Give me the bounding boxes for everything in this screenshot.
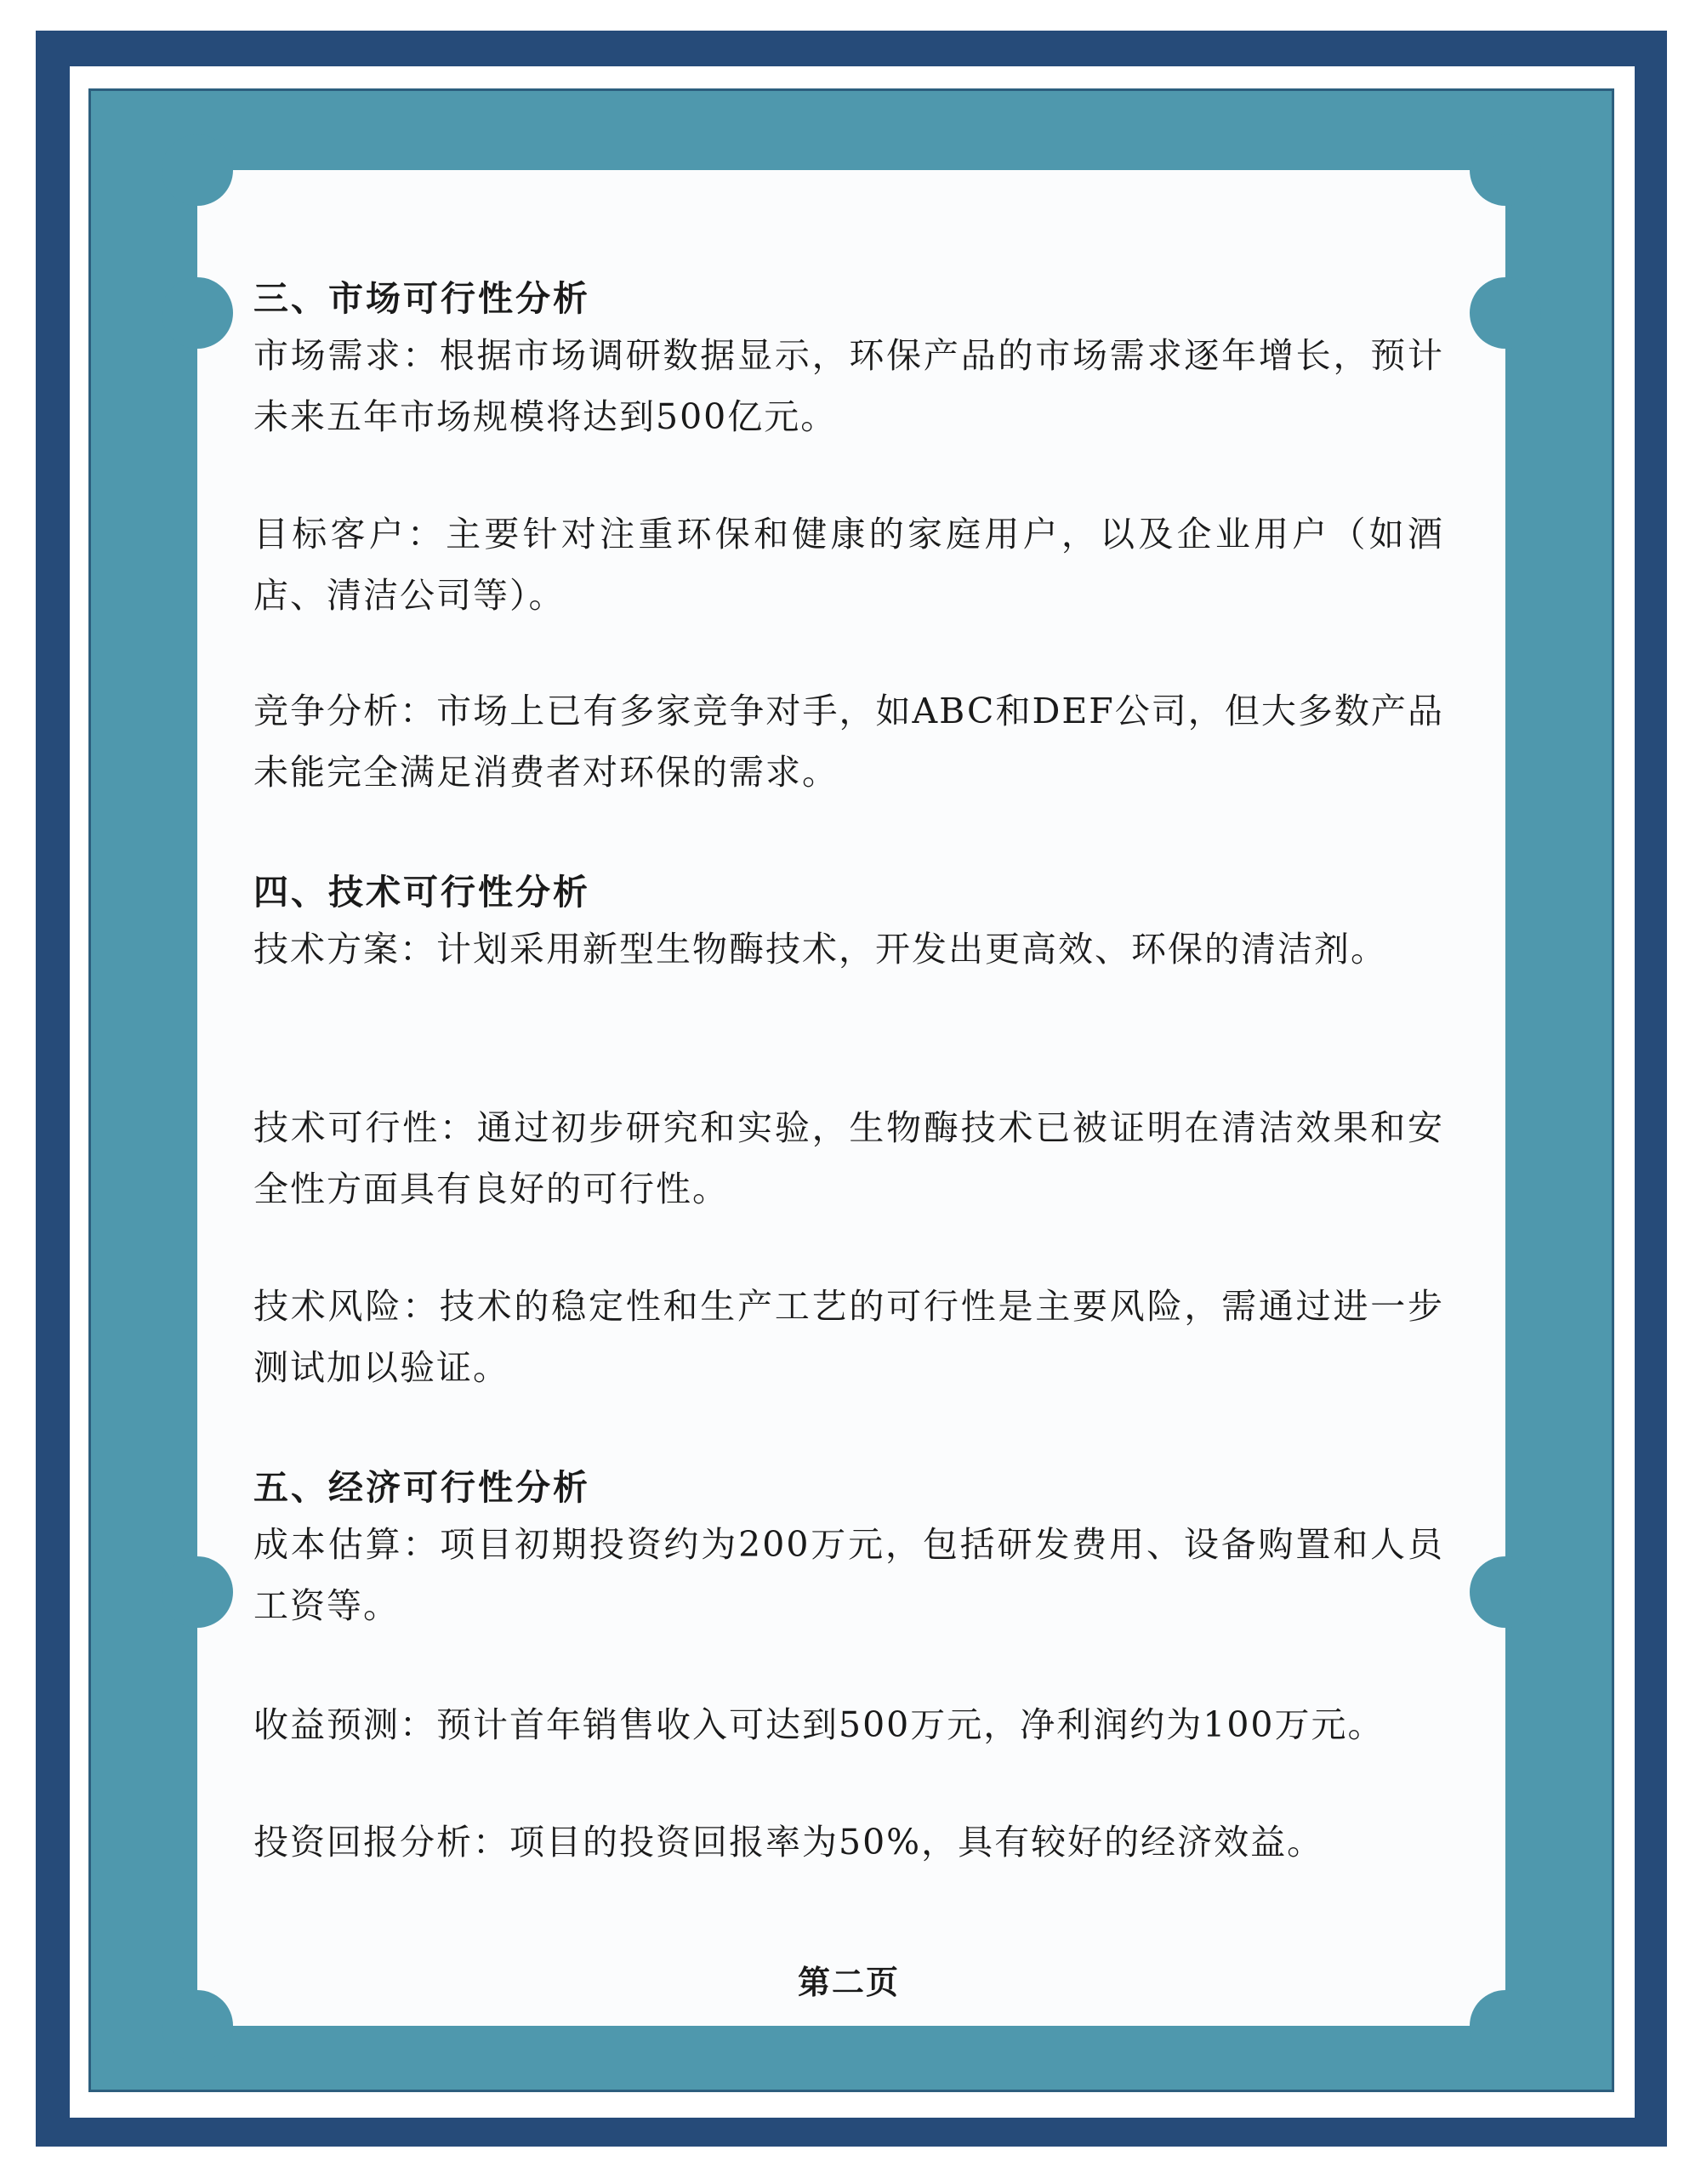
border-notch-left-top	[162, 277, 233, 349]
corner-ornament-top-right	[1470, 134, 1541, 206]
section-heading-market: 三、市场可行性分析	[253, 278, 590, 319]
paragraph-tech-plan: 技术方案：计划采用新型生物酶技术，开发出更高效、环保的清洁剂。	[253, 929, 1387, 970]
border-notch-right-bottom	[1470, 1556, 1541, 1628]
paragraph-tech-risk: 技术风险：技术的稳定性和生产工艺的可行性是主要风险，需通过进一步测试加以验证。	[253, 1286, 1444, 1388]
section-heading-economic: 五、经济可行性分析	[253, 1467, 590, 1508]
paragraph-competition: 竞争分析：市场上已有多家竞争对手，如ABC和DEF公司，但大多数产品未能完全满足消费者对环保的需求。	[253, 691, 1444, 793]
border-notch-left-bottom	[162, 1556, 233, 1628]
page-number: 第二页	[797, 1963, 900, 2001]
paragraph-roi-analysis: 投资回报分析：项目的投资回报率为50%，具有较好的经济效益。	[253, 1822, 1324, 1863]
corner-ornament-bottom-left	[162, 1990, 233, 2062]
paragraph-revenue-forecast: 收益预测：预计首年销售收入可达到500万元，净利润约为100万元。	[253, 1704, 1385, 1745]
section-heading-technical: 四、技术可行性分析	[253, 872, 590, 913]
corner-ornament-top-left	[162, 134, 233, 206]
paragraph-target-customers: 目标客户：主要针对注重环保和健康的家庭用户，以及企业用户（如酒店、清洁公司等）。	[253, 514, 1444, 616]
paragraph-market-demand: 市场需求：根据市场调研数据显示，环保产品的市场需求逐年增长，预计未来五年市场规模将达到500亿元。	[253, 335, 1444, 437]
paragraph-cost-estimate: 成本估算：项目初期投资约为200万元，包括研发费用、设备购置和人员工资等。	[253, 1524, 1444, 1626]
corner-ornament-bottom-right	[1470, 1990, 1541, 2062]
paragraph-tech-feasibility: 技术可行性：通过初步研究和实验，生物酶技术已被证明在清洁效果和安全性方面具有良好的可行性。	[253, 1107, 1444, 1209]
border-notch-right-top	[1470, 277, 1541, 349]
